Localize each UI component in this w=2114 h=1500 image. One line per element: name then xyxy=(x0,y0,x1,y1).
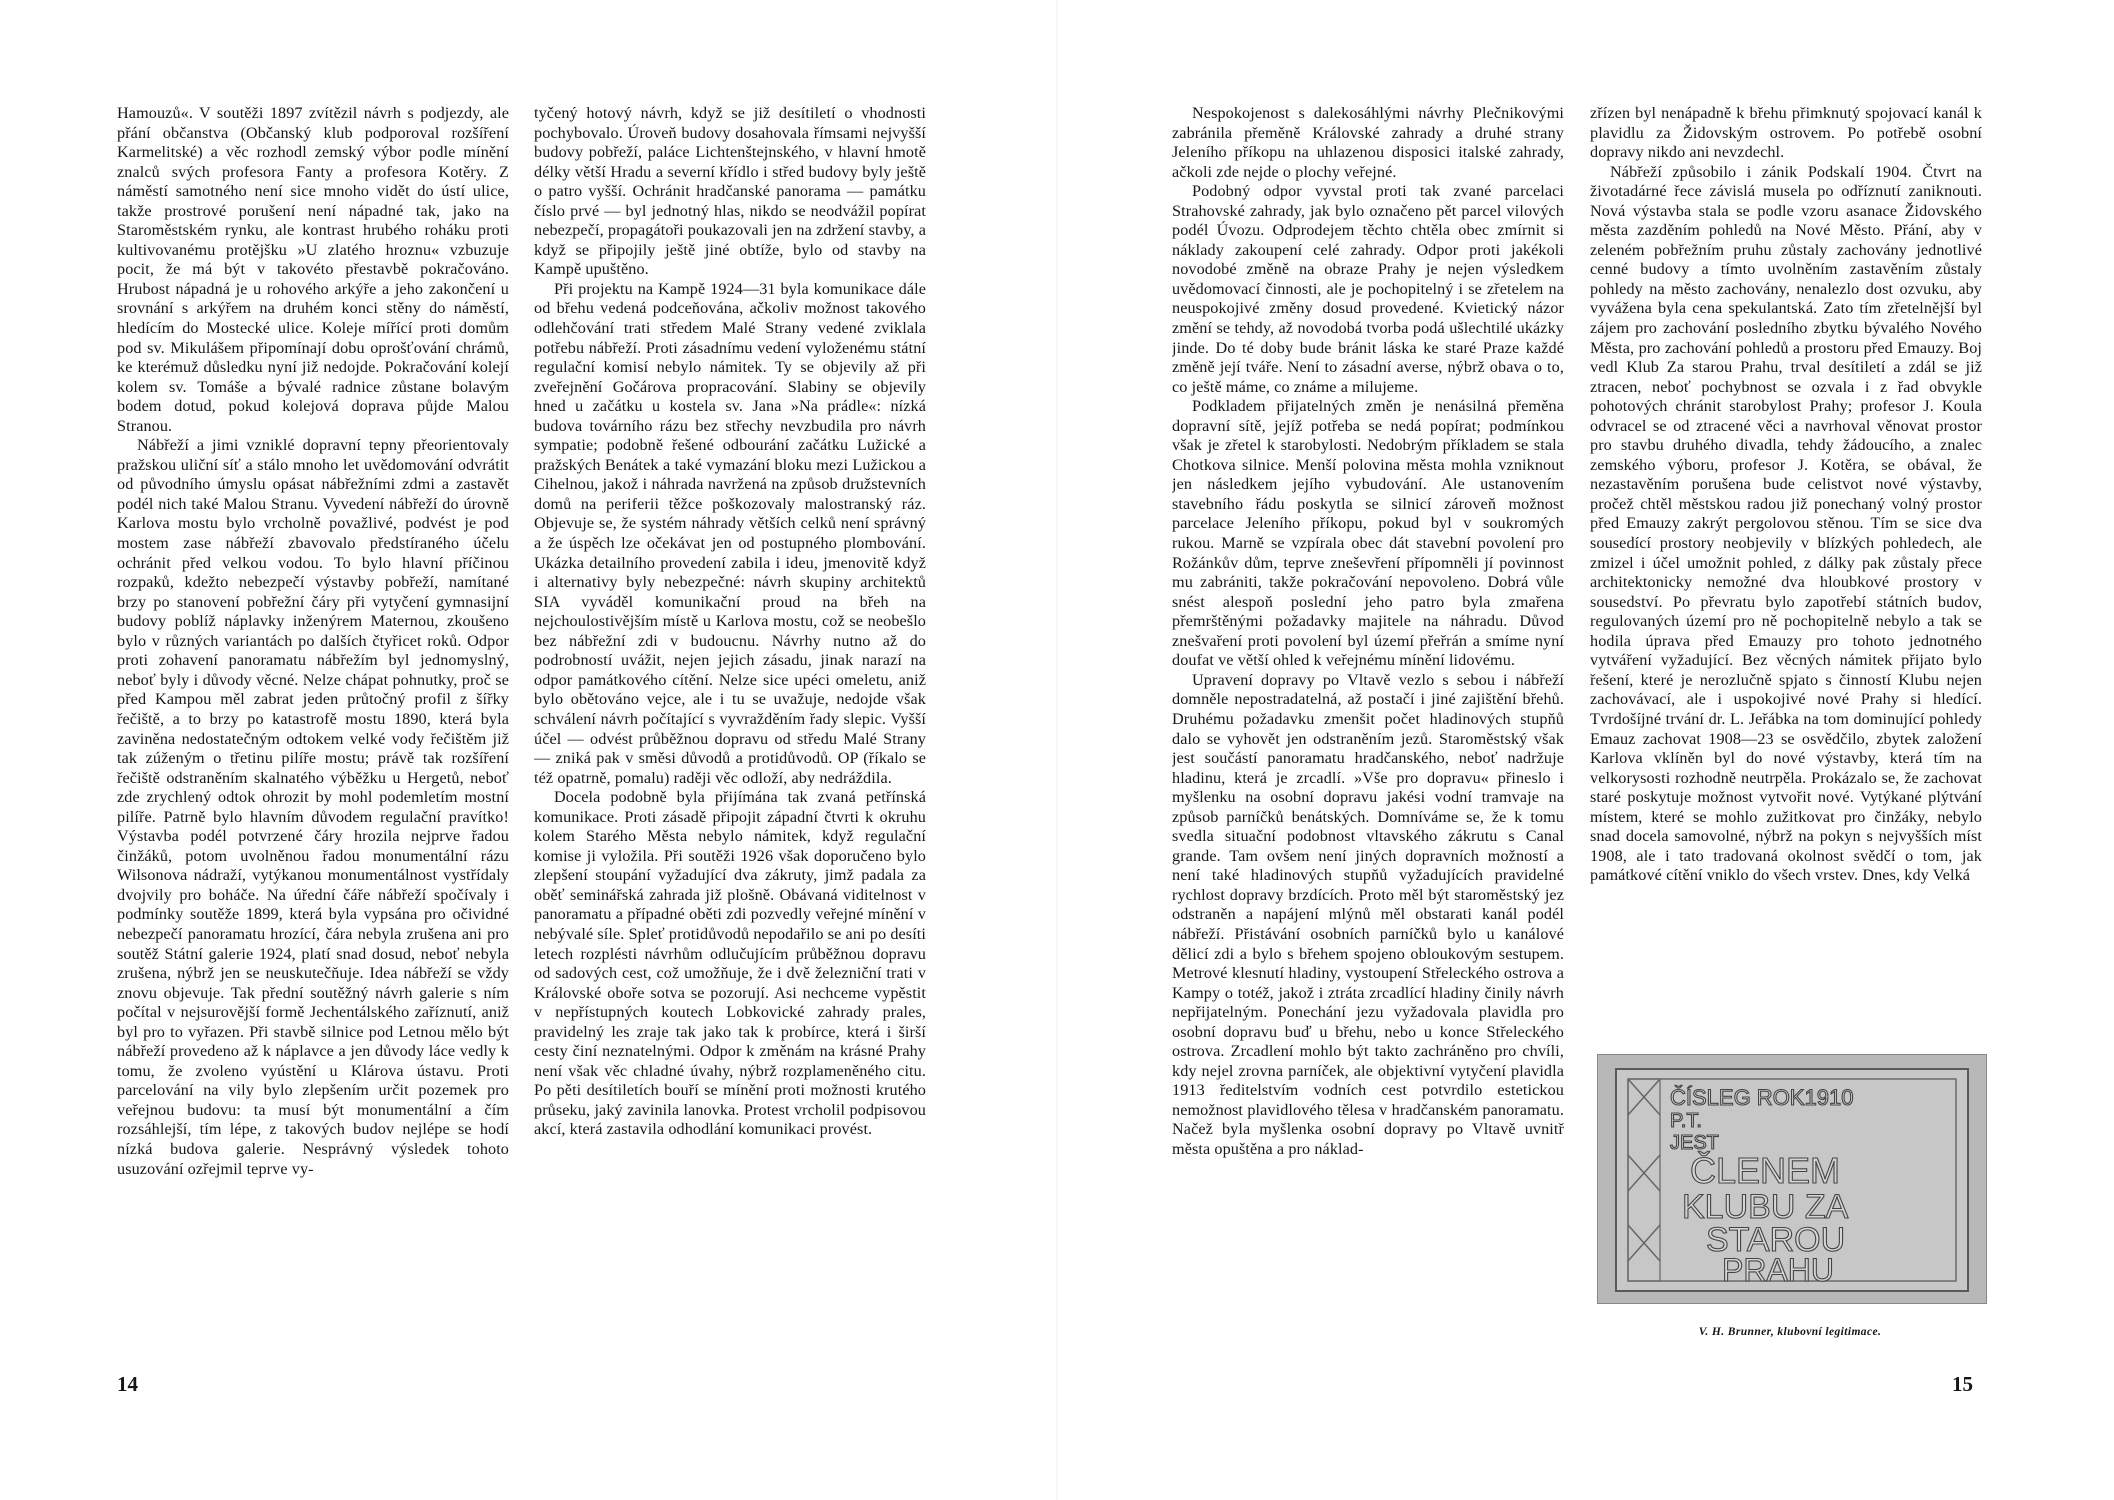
membership-card-illustration xyxy=(1598,1055,1986,1303)
left-page-column-2 xyxy=(534,104,926,1366)
card-text-line: STAROU xyxy=(1706,1221,1846,1259)
figure-caption: V. H. Brunner, klubovní legitimace. xyxy=(1698,1326,1882,1338)
membership-card-photo xyxy=(1597,1054,1987,1304)
card-text-line: ČLENEM xyxy=(1690,1150,1841,1191)
right-page-column-2 xyxy=(1590,104,1982,1009)
paragraph: Hamouzů«. V soutěži 1897 zvítězil návrh s podjezdy, ale přání občanstva (Občanský klub podporoval rozšíření Karmelitské) a věc rozhodl zemský výbor podle mínění znalců svých profesora Fanty a profesora Kotěry. Z náměstí samotného není sice mnoho vidět do ústí ulice, takže prostrové porušení není nápadné tak, jako na Staroměstském rynku, ale kontrast hrubého roháku proti kultivovanému protějšku »U zlatého hroznu« vzbuzuje pocit, že má být v takovéto přestavbě pokračováno. Hrubost nápadná je u rohového arkýře a jeho zakončení u srovnání s arkýřem na druhém konci stěny do náměstí, hledícím do Mostecké ulice. Koleje mířící proti domům pod sv. Mikulášem připomínají dobu oprošťování chrámů, ke kterémuž důsledku nyní již nedojde. Pokračování kolejí kolem sv. Tomáše a bývalé radnice zůstane bolavým bodem dotud, pokud kolejová doprava půjde Malou Stranou. xyxy=(117,104,509,435)
left-page-column-1 xyxy=(117,104,509,1366)
page-number-left: 14 xyxy=(117,1372,138,1396)
card-text-line: PRAHU xyxy=(1722,1252,1835,1288)
paragraph: tyčený hotový návrh, když se již desítiletí o vhodnosti pochybovalo. Úroveň budovy dosahovala římsami nejvyšší budovy pobřeží, paláce Lichtenštejnského, v hlavní hmotě délky větší Hradu a severní křídlo i střed budovy byly ještě o patro vyšší. Ochránit hradčanské panorama — památku číslo prvé — byl jednotný hlas, nikdo se neodvážil popírat nebezpečí, propagátoři poukazovali jen na zdržení stavby, a když se připojily ještě jiné obtíže, bylo od stavby na Kampě upuštěno. xyxy=(534,104,926,279)
paragraph: Nábřeží a jimi vzniklé dopravní tepny přeorientovaly pražskou uliční síť a stálo mnoho let uvědomování odvrátit od původního úmyslu opásat nábřežními zdmi a zastavět podél nich také Malou Stranu. Vyvedení nábřeží do úrovně Karlova mostu bylo vrcholně považlivé, podvést je pod mostem zase nábřeží zbavovalo předstíraného účelu ochránit před velkou vodou. To bylo hlavní příčinou rozpaků, kdežto nebezpečí výstavby pobřeží, namítané brzy po stanovení pobřežní čáry při vytyčení gymnasijní budovy poblíž náplavky inženýrem Maternou, zkoušeno bylo v různých variantách po dalších čtyřicet roků. Odpor proti zohavení panoramatu nábřežím byl jednomyslný, neboť byly i důvody věcné. Nelze chápat pohnutky, proč se před Kampou měl zabrat jeden průtočný profil z šířky řečiště, a to brzy po katastrofě mostu 1890, která byla zaviněna nedostatečným odtokem velké vody řečištěm již tak zúženým o třetinu pilíře mostu; právě tak rozšíření řečiště odstraněním skalnatého výběžku u Hergetů, neboť zde zrychlený odtok ohrozit by mohl podemletím mostní pilíře. Patrně bylo hlavním důvodem regulační pravítko! Výstavba podél potvrzené čáry hrozila nejprve řadou činžáků, potom uvolněnou řadou monumentální rázu Wilsonova nádraží, vytýkanou monumentálnost vystřídaly dvojvily pro boháče. Na úřední čáře nábřeží spočívaly i podmínky soutěže 1899, která byla vypsána pro očividné nebezpečí panoramatu hrozící, čára nebyla zrušena ani pro soutěž Státní galerie 1924, platí snad dosud, neboť nebyla zrušena, nýbrž jen se neuskutečňuje. Idea nábřeží se vždy znovu objevuje. Tak přední soutěžný návrh galerie s ním počítal v nejsurovější formě Jechentálského zaříznutí, aniž byl pro to vyřazen. Při stavbě silnice pod Letnou mělo být nábřeží provedeno až k náplavce a jen důvody láce vedly k tomu, že zvoleno vyústění u Klárova ústavu. Proti parcelování na vily bylo zlepšením určit pozemek pro veřejnou budovu: ta musí být monumentální a čím rozsáhlejší, tím lépe, z takových budov nejlépe se hodí nízká budova galerie. Nesprávný výsledek tohoto usuzování ozřejmil teprve vy- xyxy=(117,436,509,1178)
card-text-line: KLUBU ZA xyxy=(1682,1188,1849,1226)
card-text-line: P.T. xyxy=(1670,1110,1702,1132)
right-page-column-1 xyxy=(1172,104,1564,1366)
paragraph: zřízen byl nenápadně k břehu přimknutý spojovací kanál k plavidlu za Židovským ostrovem. Po potřebě osobní dopravy nikdo ani nevzdechl. xyxy=(1590,104,1982,162)
paragraph: Při projektu na Kampě 1924—31 byla komunikace dále od břehu vedená podceňována, ačkoliv možnost takového odlehčování trati středem Malé Strany vedené zviklala potřebu nábřeží. Proti zásadnímu vedení vyloženému státní regulační komisí nebylo námitek. Ty se objevily až při zveřejnění Gočárova propracování. Slabiny se objevily hned u začátku u kostela sv. Jana »Na prádle«: nízká budova továrního rázu bez střechy nevzbudila pro návrh sympatie; podobně řešené odbourání začátku Lužické a pražských Benátek a také vymazání bloku mezi Lužickou a Cihelnou, jakož i náhrada navržená na způsob družstevních domů na periferii těžce poškozovaly malostranský ráz. Objevuje se, že systém náhrady větších celků není správný a že úspěch lze očekávat jen od postupného plombování. Ukázka detailního provedení zabila i ideu, jmenovitě když i alternativy byly nebezpečné: návrh skupiny architektů SIA vyváděl komunikační proud na břeh na nejchoulostivějším místě u Karlova mostu, což se neobešlo bez nábřežní zdi v budoucnu. Návrhy nutno až do podrobností uvážit, nejen jejich zásadu, jinak narazí na odpor památkového cítění. Nelze sice upéci omeletu, aniž bylo obětováno vejce, ale i tu se uvažuje, nedojde však schválení návrh počítající s vyvražděním řady slepic. Vyšší účel — odvést průběžnou dopravu od středu Malé Strany — zniká pak v směsi důvodů a protidůvodů. OP (říkalo se též opatrně, pomalu) raději věc odloží, aby nedráždila. xyxy=(534,279,926,787)
paragraph: Podkladem přijatelných změn je nenásilná přeměna dopravní sítě, jejíž potřeba se nedá popírat; podmínkou však je zřetel k starobylosti. Nedobrým příkladem se stala Chotkova silnice. Menší polovina města mohla vzniknout jen následkem jejího vybudování. Ale ustanovením stavebního řádu poskytla se silnicí zároveň možnost parcelace Jeleního příkopu, pokud byl v soukromých rukou. Marně se vzpírala obec dát stavební povolení pro Rožánkův dům, teprve zneševření přípomněli jí povinnost mu zabrániti, takže pokračování nepovoleno. Dobrá vůle snést alespoň poslední jeho patro byla zmařena přemrštěnými požadavky majitele na náhradu. Důvod znešvaření proti povolení byl území přeřrán a smíme nyní doufat ve větší ohled k veřejnému mínění lidovému. xyxy=(1172,397,1564,670)
card-text-line: JEST xyxy=(1670,1132,1719,1154)
page-gutter xyxy=(1056,0,1058,1500)
page-number-right: 15 xyxy=(1952,1372,1973,1396)
paragraph: Nespokojenost s dalekosáhlými návrhy Plečnikovými zabránila přeměně Královské zahrady a druhé strany Jeleního příkopu na uhlazenou disposici italské zahrady, ačkoli zde nejde o plochy veřejné. xyxy=(1172,104,1564,181)
paragraph: Upravení dopravy po Vltavě vezlo s sebou i nábřeží domněle nepostradatelná, až postačí i jiné zajištění břehů. Druhému požadavku zmenšit počet hladinových stupňů dalo se vyhovět jen odstraněním jezů. Staroměstský však jest součástí panoramatu hradčanského, neboť nadržuje hladinu, která je zrcadlí. »Vše pro dopravu« přineslo i myšlenku na osobní dopravu jakési vodní tramvaje na způsob parníčků benátských. Domníváme se, že k tomu svedla situační podobnost vltavského zákrutu s Canal grande. Tam ovšem není jiných dopravních možností a není také hladinových stupňů vyžadujících pravidelné rychlost dopravy brzdících. Proto měl být staroměstský jez odstraněn a napájení mlýnů měl obstarati kanál podél nábřeží. Přistávání osobních parníčků bylo u kanálové dělicí zdi a bylo s břehem spojeno obloukovým sestupem. Metrové klesnutí hladiny, vystoupení Střeleckého ostrova a Kampy o totéž, jakož i ztráta zrcadlící hladiny činily návrh nepřijatelným. Ponechání jezu vyžadovala plavidla pro osobní dopravu buď u břehu, nebo u konce Střeleckého ostrova. Zrcadlení mohlo být takto zachráněno pro chvíli, kdy nejel zrovna parníček, ale objektivní vytyčení plavidla 1913 ředitelstvím vodních cest potvrdilo estetickou nemožnost plavidlového tělesa v hradčanském panoramatu. Načež byla myšlenka osobní dopravy po Vltavě uvnitř města opuštěna a pro náklad- xyxy=(1172,670,1564,1158)
paragraph: Docela podobně byla přijímána tak zvaná petřínská komunikace. Proti zásadě připojit západní čtvrti k okruhu kolem Starého Města nebylo námitek, když regulační komise ji vyložila. Při soutěži 1926 však doporučeno bylo zlepšení stoupání vyžadující dva zákruty, jimž padala za oběť seminářská zahrada již plošně. Obávaná viditelnost v panoramatu a případné oběti zdi pozvedly veřejné mínění v nebývalé síle. Spleť protidůvodů nepodařilo se ani po desíti letech rozplésti návrhům odlučujícím průběžnou dopravu od sadových cest, což umožňuje, že i dvě železniční trati v Královské oboře sotva se pozorují. Asi nechceme vypěstit v nepřístupných koutech Lobkovické zahrady prales, pravidelný les zraje tak jako tak k probírce, která i širší cesty činí neznatelnými. Odpor k změnám na krásné Prahy není však věc chladné úvahy, nýbrž rozplameněného citu. Po pěti desítiletích bouří se mínění proti možnosti krutého průseku, jaký zavinila lanovka. Protest vrcholil podpisovou akcí, která zastavila odhodlání komunikaci provést. xyxy=(534,788,926,1139)
card-text-line: ČÍSLEG ROK1910 xyxy=(1670,1085,1854,1110)
paragraph: Podobný odpor vyvstal proti tak zvané parcelaci Strahovské zahrady, jak bylo označeno pět parcel vilových podél Úvozu. Odprodejem těchto chtěla obec zmírnit si náklady zakoupení celé zahrady. Odpor proti jakékoli novodobé změně na obraze Prahy je nejen výsledkem uvědomovací činnosti, ale je pochopitelný i se zřetelem na neuspokojivé změny dosud provedené. Kvietický názor změní se tehdy, až novodobá tvorba podá ušlechtilé ukázky jinde. Do té doby bude bránit láska ke staré Praze každé změně její tváře. Není to zásadní averse, nýbrž obava o to, co ještě máme, co známe a milujeme. xyxy=(1172,182,1564,396)
paragraph: Nábřeží způsobilo i zánik Podskalí 1904. Čtvrt na životadárné řece závislá musela po odříznutí zaniknouti. Nová výstavba stala se podle vzoru asanace Židovského města zazděním pohledů na Nové Město. Přání, aby v zeleném pobřežním pruhu zůstaly zachovány jednotlivé cenné budovy a tímto uvolněním zastavěním zůstaly pohledy na město zachovány, nenalezlo dost ozvuku, aby vyvážena byla cena spekulantská. Zato tím zřetelnější byl zájem pro zachování posledního zbytku bývalého Nového Města, pro zachování pohledů a prostoru před Emauzy. Boj vedl Klub Za starou Prahu, trval desítiletí a zdál se již ztracen, neboť pochybnost se ozvala i z řad obvykle pohotových chránit starobylost Prahy; profesor J. Koula odvracel se od ztracené věci a navrhoval věnovat prostor pro stavbu druhého divadla, tehdy žádoucího, a znalec zemského výboru, profesor J. Kotěra, se obával, že nezastavěním porušena bude celistvot nové výstavby, pročež chtěl městskou radou již ponechaný volný prostor před Emauzy zakrýt pergolovou stěnou. Tím se sice dva sousedící prostory neobjevily v blízkých pohledech, ale zmizel i účel umožnit pohled, z dálky pak zůstaly přece architektonicky nemožné dva hloubkové prostory v sousedství. Po převratu bylo zapotřebí státních budov, regulovaných území pro ně pochopitelně nebylo a tak se hodila úprava před Emauzy pro tohoto jednotného vytváření vyžadující. Bez věcných námitek přijato bylo řešení, které je nerozlučně spjato s činností Klubu nejen zachovávací, ale i uspokojivé nové Prahy si hledící. Tvrdošíjné trvání dr. L. Jeřábka na tom dominující pohledy Emauz zachovat 1908—23 se osvědčilo, zbytek založení Karlova vklíněn byl do nové výstavby, která tím na velkorysosti rozhodně neutrpěla. Prokázalo se, že zachovat staré poskytuje možnost vytvořit nové. Vytýkané plýtvání místem, které se mohlo zužitkovat pro činžáky, nebylo snad docela samovolné, nýbrž na pokyn s nejvyšších míst 1908, ale i tato tradovaná okolnost svědčí o tom, jak památkové cítění vniklo do všech vrstev. Dnes, kdy Velká xyxy=(1590,162,1982,885)
